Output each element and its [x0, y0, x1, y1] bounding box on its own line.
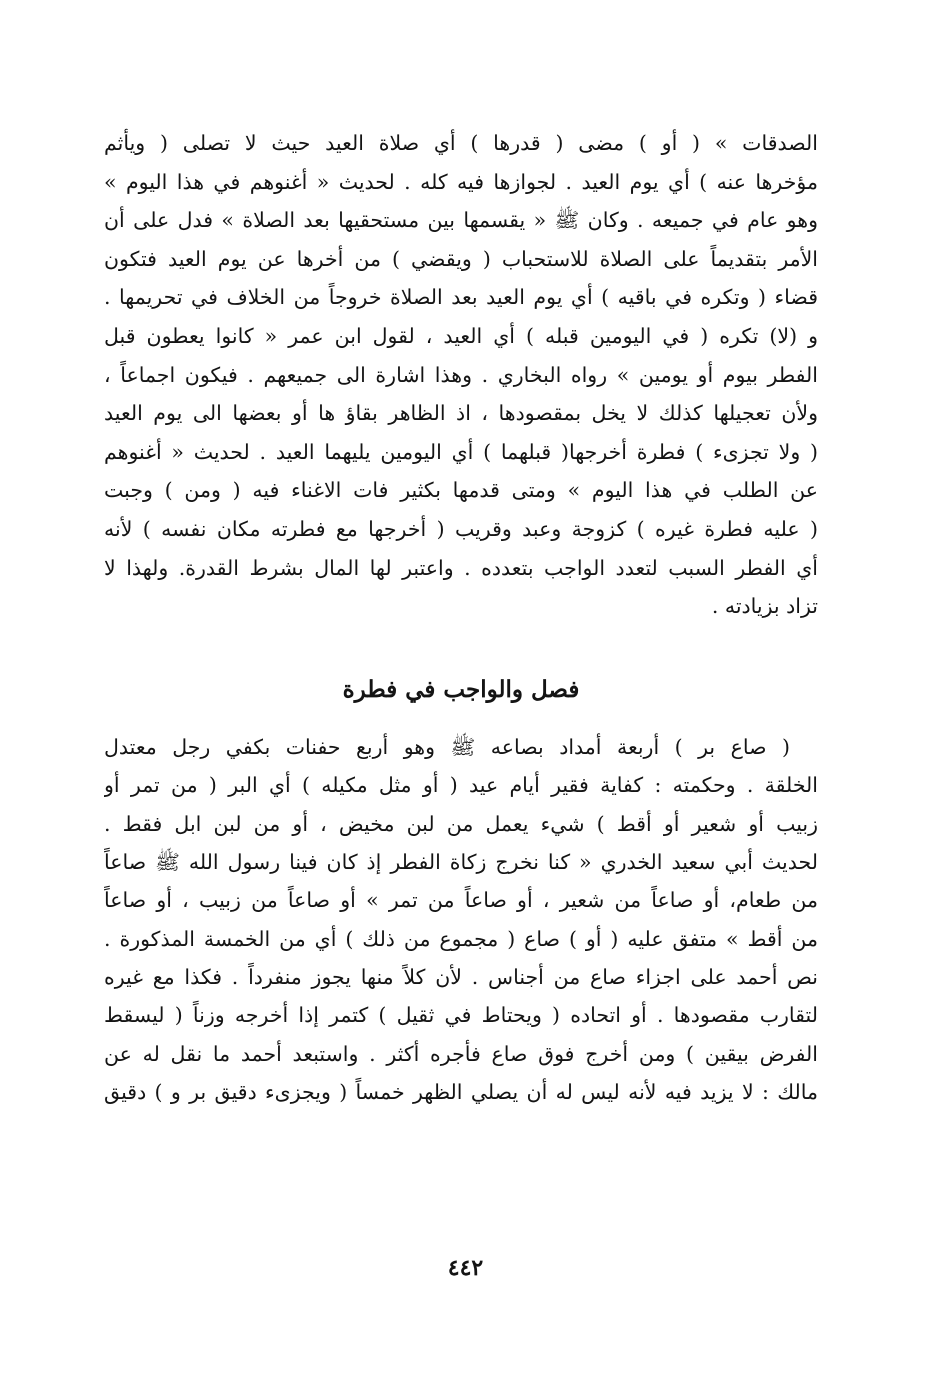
page-number: ٤٤٢	[447, 1255, 484, 1281]
section-heading: فصل والواجب في فطرة	[342, 675, 580, 703]
text-line: الفطر بيوم أو يومين » رواه البخاري . وهذا اشارة الى جميعهم . فيكون اجماعاً ،	[104, 362, 818, 387]
text-line: مالك : لا يزيد فيه لأنه ليس له أن يصلي الظهر خمساً ( ويجزىء دقيق بر و ) دقيق	[104, 1080, 818, 1105]
text-line: مؤخرها عنه ) أي يوم العيد . لجوازها فيه كله . لحديث « أغنوهم في هذا اليوم »	[104, 169, 818, 194]
text-line: ( ولا تجزىء ) فطرة أخرجها( قبلهما ) أي اليومين يليهما العيد . لحديث « أغنوهم	[104, 439, 818, 464]
paragraph-sadaqat	[104, 124, 818, 626]
text-line: زبيب أو شعير أو أقط ) شيء يعمل من لبن مخيض ، أو من لبن ابل فقط .	[104, 811, 818, 836]
text-line: ( صاع بر ) أربعة أمداد بصاعه ﷺ وهو أربع حفنات بكفي رجل معتدل	[104, 734, 790, 759]
document-page	[104, 124, 818, 1112]
text-line: الأمر بتقديماً على الصلاة للاستحباب ( ويقضي ) من أخرها عن يوم العيد فتكون	[104, 246, 818, 271]
text-line: لحديث أبي سعيد الخدري « كنا نخرج زكاة الفطر إذ كان فينا رسول الله ﷺ صاعاً	[104, 849, 818, 874]
text-line: و (لا) تكره ( في اليومين قبله ) أي العيد ، لقول ابن عمر « كانوا يعطون قبل	[104, 323, 818, 348]
paragraph-sa-bur	[104, 728, 818, 1112]
text-line: من طعام، أو صاعاً من شعير ، أو صاعاً من تمر » أو صاعاً من زبيب ، أو صاعاً	[104, 888, 818, 913]
text-line: لتقارب مقصودها . أو اتحاده ( ويحتاط في ثقيل ) كتمر إذا أخرجه وزناً ( ليسقط	[104, 1003, 818, 1028]
text-line: نص أحمد على اجزاء صاع من أجناس . لأن كلاً منها يجوز منفرداً . فكذا مع غيره	[104, 965, 818, 990]
text-line: قضاء ( وتكره في باقيه ) أي يوم العيد بعد الصلاة خروجاً من الخلاف في تحريمها .	[104, 285, 818, 310]
text-line: الصدقات » ( أو ) مضى ( قدرها ) أي صلاة العيد حيث لا تصلى ( ويأثم	[104, 131, 818, 155]
text-line: الخلقة . وحكمته : كفاية فقير أيام عيد ( أو مثل مكيله ) أي البر ( من تمر أو	[104, 773, 818, 798]
text-line: وهو عام في جميعه . وكان ﷺ « يقسمها بين مستحقيها بعد الصلاة » فدل على أن	[104, 208, 818, 233]
text-line: ( عليه فطرة غيره ) كزوجة وعبد وقريب ( أخرجها مع فطرته مكان نفسه ) لأنه	[104, 516, 818, 541]
text-line: من أقط » متفق عليه ( أو ) صاع ( مجموع من ذلك ) أي من الخمسة المذكورة .	[104, 926, 818, 951]
text-line: أي الفطر السبب لتعدد الواجب بتعدده . واعتبر لها المال بشرط القدرة. ولهذا لا	[104, 555, 818, 580]
text-line: عن الطلب في هذا اليوم » ومتى قدمها بكثير فات الاغناء فيه ( ومن ) وجبت	[104, 478, 818, 503]
text-line: تزاد بزيادته .	[711, 594, 818, 619]
text-line: ولأن تعجيلها كذلك لا يخل بمقصودها ، اذ الظاهر بقاؤ ها أو بعضها الى يوم العيد	[104, 401, 818, 426]
text-line: الفرض بيقين ) ومن أخرج فوق صاع فأجره أكثر . واستبعد أحمد ما نقل له عن	[104, 1041, 818, 1066]
